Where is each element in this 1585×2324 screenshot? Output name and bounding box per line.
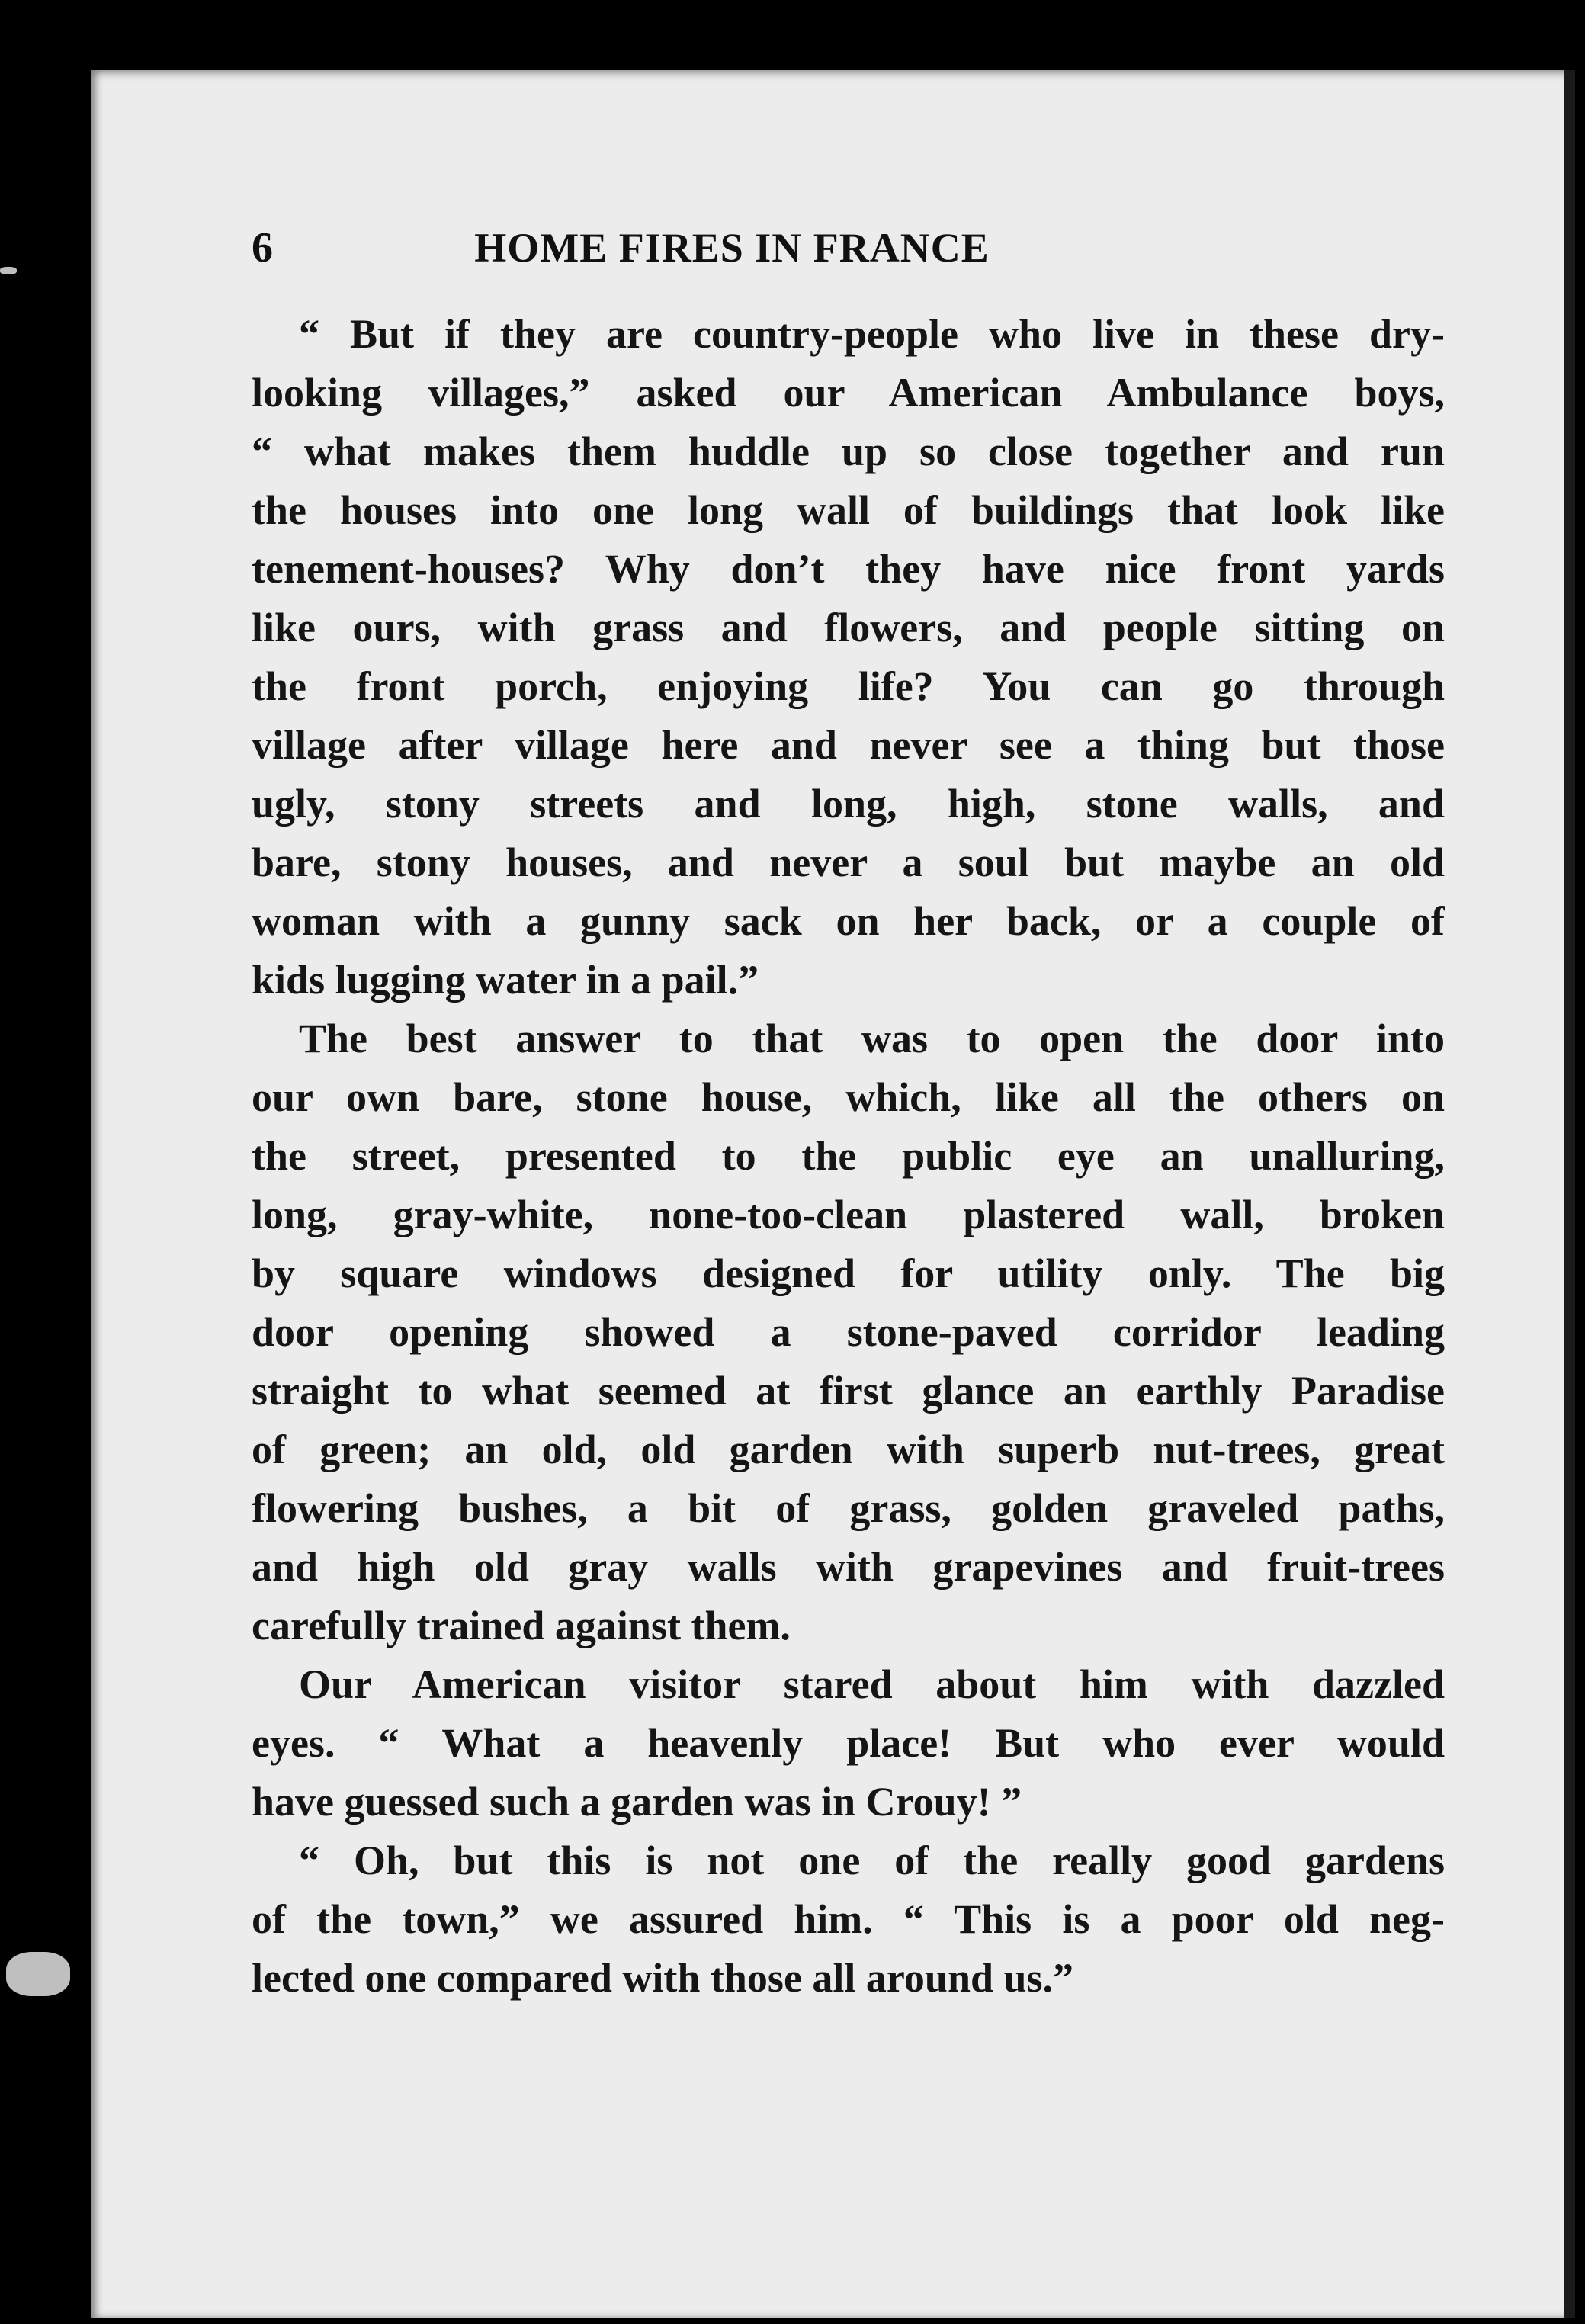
text-line: straight to what seemed at first glance an earthly Paradise xyxy=(252,1368,1445,1414)
text-line: Our American visitor stared about him with dazzled xyxy=(299,1661,1445,1707)
text-line: kids lugging water in a pail.” xyxy=(252,957,759,1003)
text-line: tenement-houses? Why don’t they have nice front yards xyxy=(252,546,1445,592)
paper-speck xyxy=(0,267,17,274)
text-line: the houses into one long wall of buildings that look like xyxy=(252,487,1445,533)
text-line: and high old gray walls with grapevines and fruit-trees xyxy=(252,1544,1445,1590)
text-line: “ what makes them huddle up so close together and run xyxy=(252,429,1445,474)
text-line: like ours, with grass and flowers, and people sitting on xyxy=(252,605,1445,650)
page-edge xyxy=(1564,70,1575,2318)
text-line: have guessed such a garden was in Crouy! ” xyxy=(252,1779,1022,1825)
running-head: HOME FIRES IN FRANCE xyxy=(474,225,990,271)
text-line: the street, presented to the public eye an unalluring, xyxy=(252,1133,1445,1179)
paper-speck xyxy=(6,1952,70,1996)
text-line: “ But if they are country-people who live in these dry- xyxy=(299,311,1445,357)
text-line: lected one compared with those all around us.” xyxy=(252,1955,1074,2001)
text-line: bare, stony houses, and never a soul but maybe an old xyxy=(252,839,1445,885)
text-line: carefully trained against them. xyxy=(252,1603,791,1648)
text-line: village after village here and never see a thing but those xyxy=(252,722,1445,768)
text-line: looking villages,” asked our American Ambulance boys, xyxy=(252,370,1445,416)
text-line: of green; an old, old garden with superb nut-trees, great xyxy=(252,1427,1445,1472)
text-line: “ Oh, but this is not one of the really good gardens xyxy=(299,1838,1445,1883)
text-line: flowering bushes, a bit of grass, golden graveled paths, xyxy=(252,1485,1445,1531)
text-line: by square windows designed for utility only. The big xyxy=(252,1250,1445,1296)
text-line: the front porch, enjoying life? You can go through xyxy=(252,663,1445,709)
page-number: 6 xyxy=(252,224,273,271)
text-line: ugly, stony streets and long, high, stone walls, and xyxy=(252,781,1445,827)
text-line: eyes. “ What a heavenly place! But who ever would xyxy=(252,1720,1445,1766)
paragraph xyxy=(252,305,1445,1010)
page-header xyxy=(252,221,1182,282)
text-line: woman with a gunny sack on her back, or a couple of xyxy=(252,898,1445,944)
text-line: of the town,” we assured him. “ This is a poor old neg- xyxy=(252,1896,1445,1942)
paragraph xyxy=(252,1655,1445,1831)
text-line: our own bare, stone house, which, like all the others on xyxy=(252,1074,1445,1120)
paragraph xyxy=(252,1010,1445,1655)
text-line: The best answer to that was to open the door into xyxy=(299,1016,1445,1061)
paragraph xyxy=(252,1831,1445,2008)
text-line: door opening showed a stone-paved corridor leading xyxy=(252,1309,1445,1355)
body-text xyxy=(252,305,1445,2008)
text-line: long, gray-white, none-too-clean plastered wall, broken xyxy=(252,1192,1445,1237)
